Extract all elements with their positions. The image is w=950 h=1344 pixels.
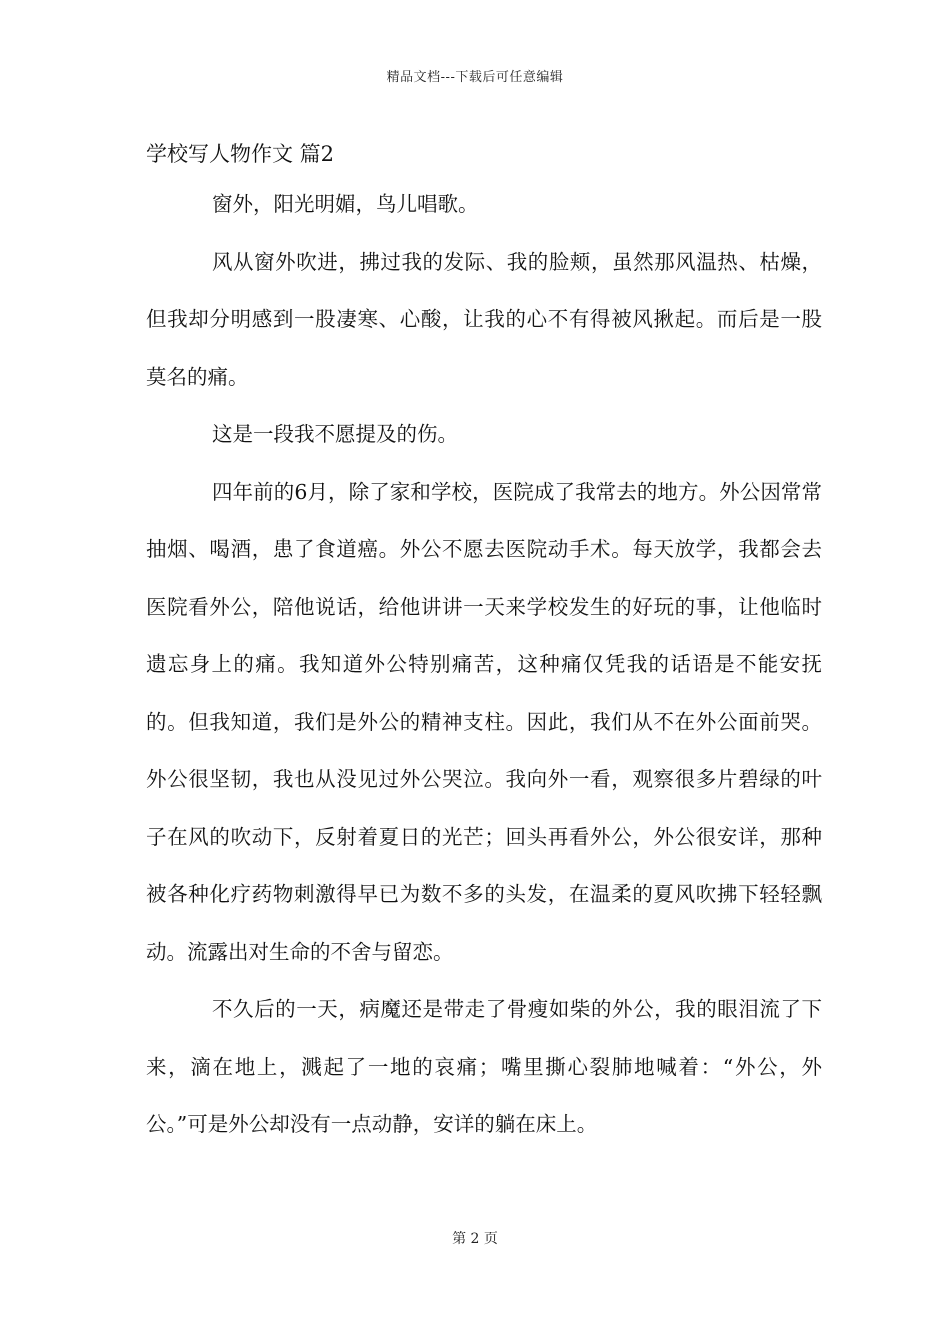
paragraph-4: 四年前的6月，除了家和学校，医院成了我常去的地方。外公因常常抽烟、喝酒，患了食道癌。外公不愿去医院动手术。每天放学，我都会去医院看外公，陪他说话，给他讲讲一天来学校发生的好玩的事，让他临时遗忘身上的痛。我知道外公特别痛苦，这种痛仅凭我的话语是不能安抚的。但我知道，我们是外公的精神支柱。因此，我们从不在外公面前哭。外公很坚韧，我也从没见过外公哭泣。我向外一看，观察很多片碧绿的叶子在风的吹动下，反射着夏日的光芒；回头再看外公，外公很安详，那种被各种化疗药物刺激得早已为数不多的头发，在温柔的夏风吹拂下轻轻飘动。流露出对生命的不舍与留恋。 (146, 479, 822, 964)
paragraph-3: 这是一段我不愿提及的伤。 (212, 422, 458, 446)
paragraph-1: 窗外，阳光明媚，鸟儿唱歌。 (212, 192, 479, 216)
paragraph-2: 风从窗外吹进，拂过我的发际、我的脸颊，虽然那风温热、枯燥，但我却分明感到一股凄寒、心酸，让我的心不有得被风揪起。而后是一股莫名的痛。 (146, 249, 822, 389)
page-number: 第 2 页 (452, 1231, 498, 1247)
page-header: 精品文档---下载后可任意编辑 (386, 70, 564, 85)
document-title: 学校写人物作文 篇2 (146, 142, 335, 166)
paragraph-5: 不久后的一天，病魔还是带走了骨瘦如柴的外公，我的眼泪流了下来，滴在地上，溅起了一地的哀痛；嘴里撕心裂肺地喊着：“外公，外公。”可是外公却没有一点动静，安详的躺在床上。 (146, 997, 822, 1136)
document-body (146, 176, 822, 1154)
